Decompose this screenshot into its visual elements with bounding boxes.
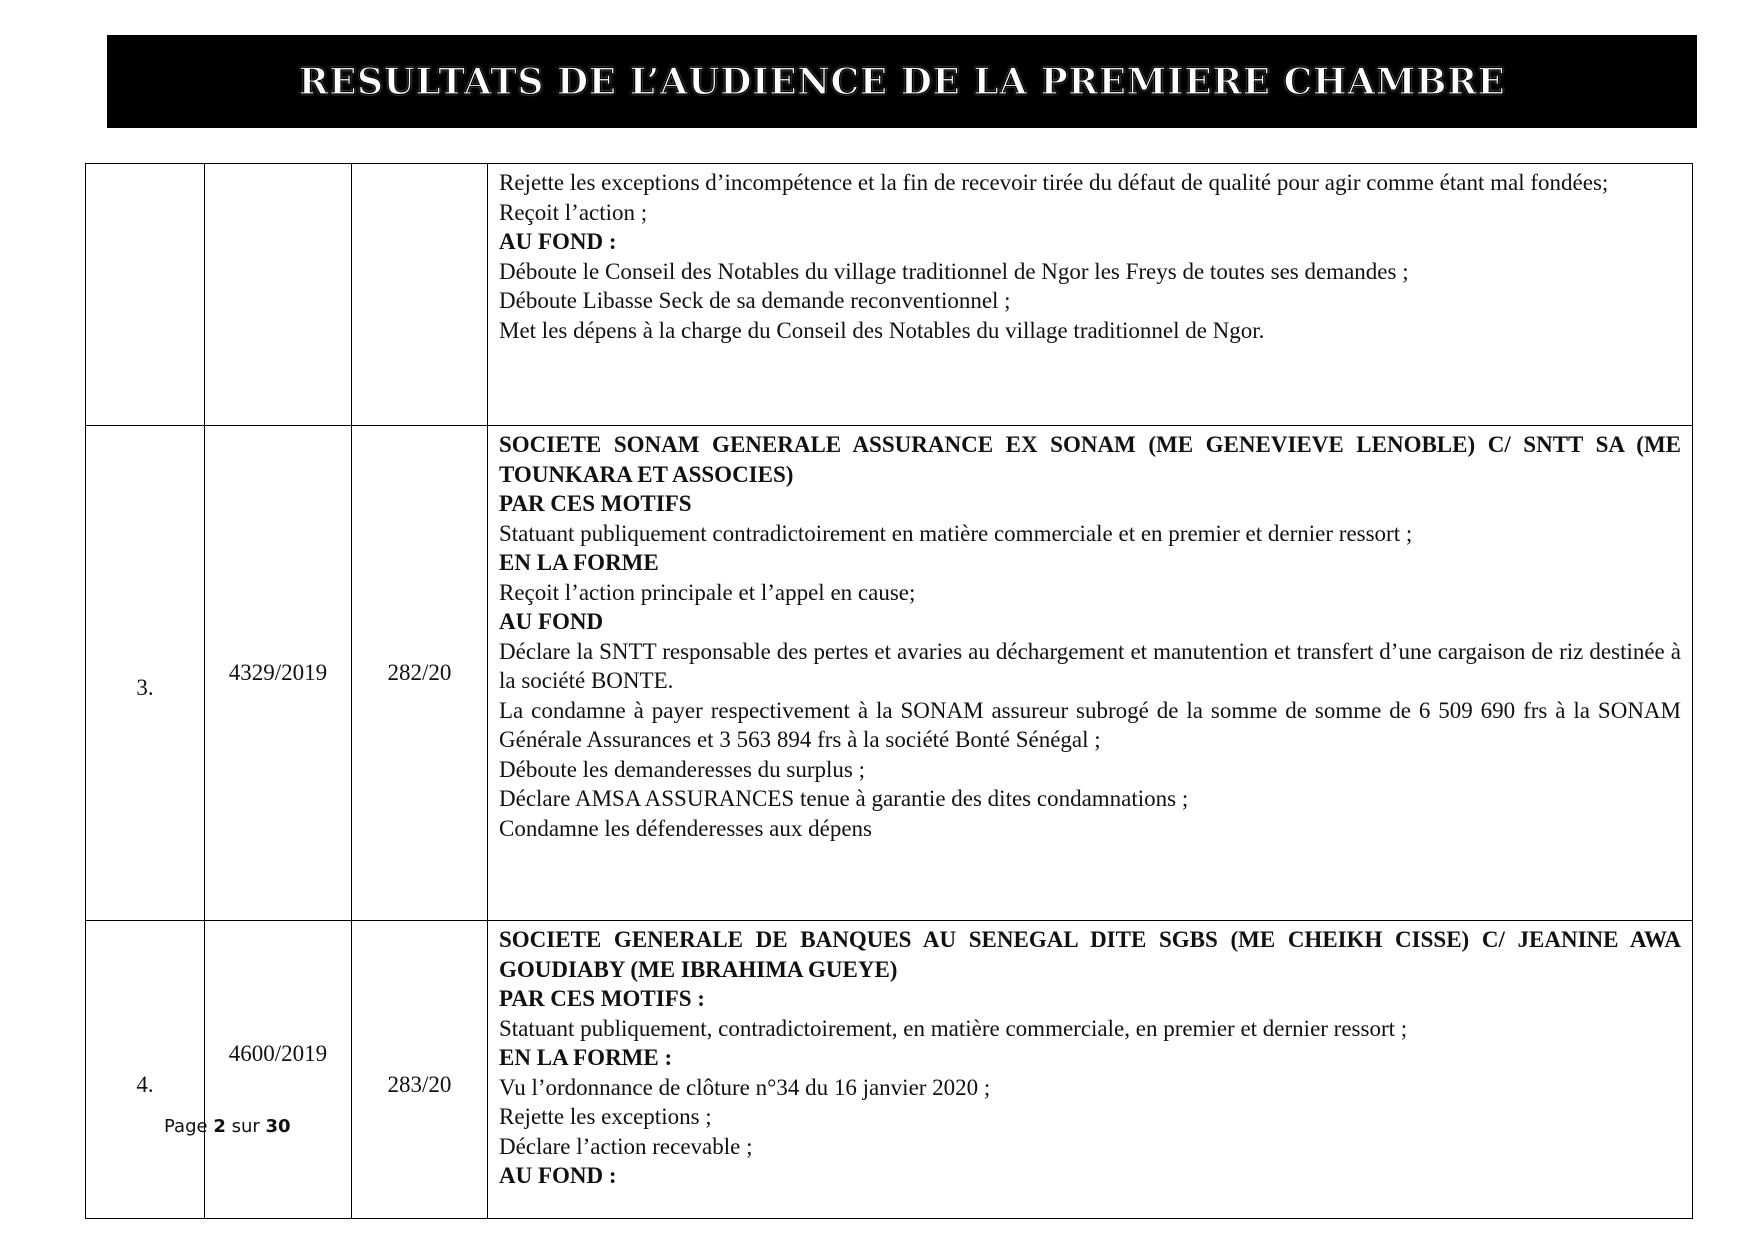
decision-content: [488, 921, 1693, 1219]
decision-number: [352, 426, 488, 921]
decision-line: Déboute Libasse Seck de sa demande reconventionnel ;: [499, 288, 1011, 313]
role-number: [205, 921, 352, 1219]
decision-line: Déclare l’action recevable ;: [499, 1133, 753, 1159]
table-row: [86, 921, 1693, 1219]
decision-line: Déclare la SNTT responsable des pertes et avaries au déchargement et manutention et transfert d’une cargaison de riz destinée à la société BONTE.: [499, 638, 1681, 693]
footer-current-page: 2: [213, 1116, 226, 1137]
footer-prefix: Page: [164, 1116, 208, 1137]
page-footer: [164, 1116, 291, 1137]
footer-sep: sur: [231, 1116, 260, 1137]
decision-number-text: 282/20: [387, 660, 452, 686]
decision-line: Déboute le Conseil des Notables du village traditionnel de Ngor les Freys de toutes ses demandes ;: [499, 258, 1409, 284]
section-heading: PAR CES MOTIFS :: [499, 986, 705, 1011]
decision-line: Condamne les défenderesses aux dépens: [499, 815, 872, 841]
section-heading: EN LA FORME: [499, 550, 659, 575]
decision-line: La condamne à payer respectivement à la SONAM assureur subrogé de la somme de somme de 6 509 690 frs à la SONAM Générale Assurances et 3 563 894 frs à la société Bonté Sénégal ;: [499, 697, 1681, 752]
section-heading: SOCIETE SONAM GENERALE ASSURANCE EX SONAM (ME GENEVIEVE LENOBLE) C/ SNTT SA (ME TOUNKARA ET ASSOCIES): [499, 432, 1681, 487]
role-number: [205, 426, 352, 921]
row-number: [86, 921, 205, 1219]
decision-line: Met les dépens à la charge du Conseil des Notables du village traditionnel de Ngor.: [499, 317, 1265, 343]
role-number-text: 4329/2019: [228, 660, 328, 686]
decision-number: [352, 164, 488, 426]
table-row: [86, 164, 1693, 426]
role-number: [205, 164, 352, 426]
section-heading: SOCIETE GENERALE DE BANQUES AU SENEGAL DITE SGBS (ME CHEIKH CISSE) C/ JEANINE AWA GOUDIABY (ME IBRAHIMA GUEYE): [499, 927, 1681, 982]
decision-number: [352, 921, 488, 1219]
row-number-text: 4.: [136, 1071, 154, 1097]
results-table: [85, 163, 1693, 1219]
section-heading: PAR CES MOTIFS: [499, 491, 692, 516]
decision-line: Vu l’ordonnance de clôture n°34 du 16 janvier 2020 ;: [499, 1074, 991, 1100]
title-banner: [107, 35, 1697, 128]
decision-content: [488, 164, 1693, 426]
table-row: [86, 426, 1693, 921]
decision-line: Statuant publiquement contradictoirement en matière commerciale et en premier et dernier ressort ;: [499, 520, 1413, 546]
decision-content: [488, 426, 1693, 921]
decision-line: Déboute les demanderesses du surplus ;: [499, 756, 866, 782]
results-table-body: [86, 164, 1693, 1219]
row-number: [86, 164, 205, 426]
decision-line: Reçoit l’action principale et l’appel en cause;: [499, 579, 916, 605]
decision-line: Rejette les exceptions ;: [499, 1104, 712, 1129]
section-heading: AU FOND :: [499, 1163, 617, 1188]
section-heading: AU FOND :: [499, 229, 617, 254]
role-number-text: 4600/2019: [228, 1040, 328, 1066]
footer-total-pages: 30: [265, 1116, 291, 1137]
decision-number-text: 283/20: [387, 1071, 452, 1097]
page-title: RESULTATS DE L’AUDIENCE DE LA PREMIERE CHAMBRE: [298, 60, 1506, 103]
row-number: [86, 426, 205, 921]
section-heading: EN LA FORME :: [499, 1045, 673, 1070]
decision-line: Rejette les exceptions d’incompétence et la fin de recevoir tirée du défaut de qualité pour agir comme étant mal fondées;: [499, 170, 1609, 195]
decision-line: Statuant publiquement, contradictoirement, en matière commerciale, en premier et dernier ressort ;: [499, 1015, 1408, 1041]
decision-line: Déclare AMSA ASSURANCES tenue à garantie des dites condamnations ;: [499, 786, 1189, 811]
row-number-text: 3.: [136, 675, 154, 701]
section-heading: AU FOND: [499, 609, 604, 634]
decision-line: Reçoit l’action ;: [499, 199, 648, 225]
